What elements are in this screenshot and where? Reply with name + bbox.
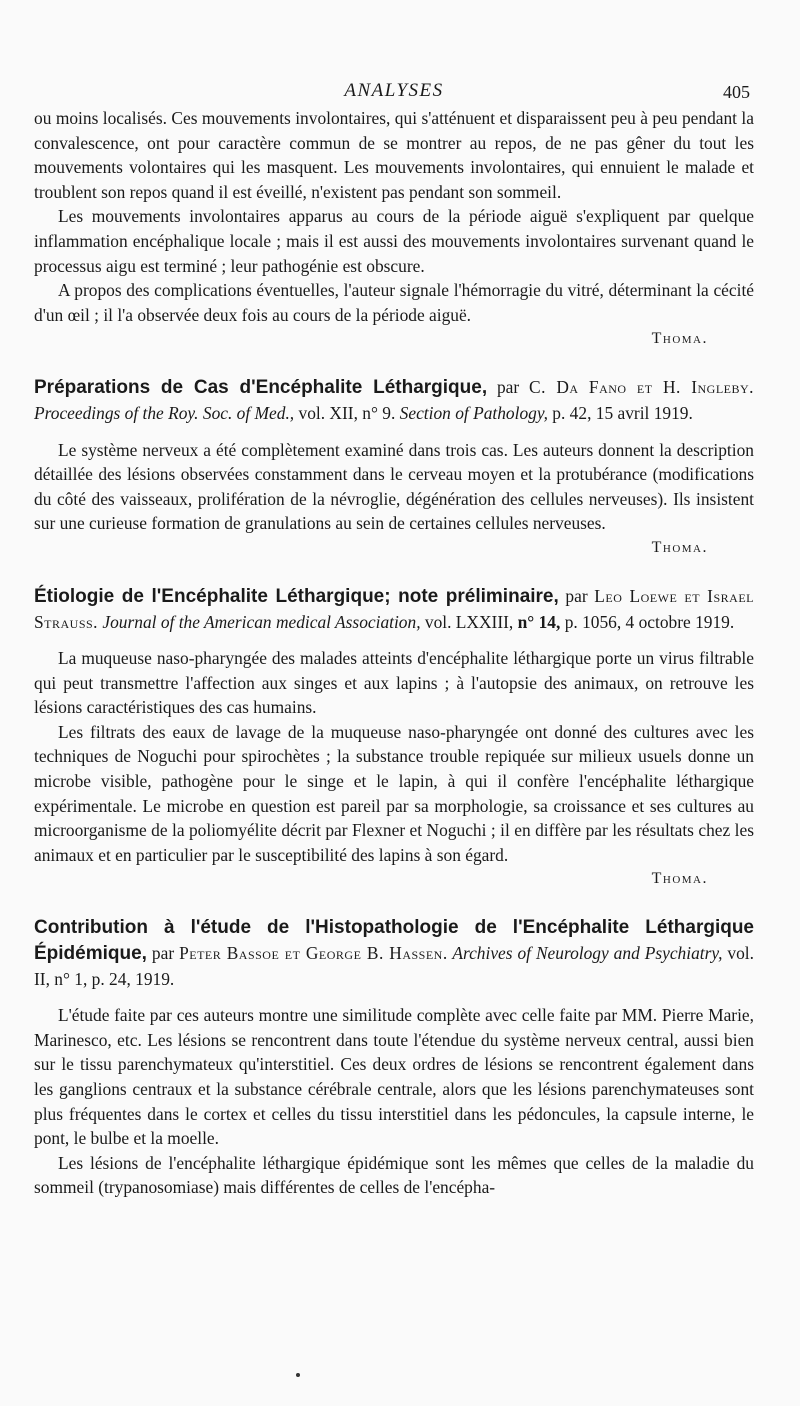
journal-name: Journal of the American medical Association, — [98, 611, 421, 632]
intro-paragraph-1: ou moins localisés. Ces mouvements involontaires, qui s'atténuent et disparaissent peu à peu pendant la convalescence, ont pour caractère commun de se montrer au repos, de ne pas gêner du tout les mouvements volontaires qui les masquent. Les mouvements involontaires, qui ennuient le malade et troublent son repos quand il est éveillé, n'existent pas pendant son sommeil. — [34, 108, 754, 202]
review-paragraph: La muqueuse naso-pharyngée des malades atteints d'encéphalite léthargique porte un virus filtrable qui peut transmettre l'affection aux singes et aux lapins ; à l'autopsie des animaux, on retrouve les lésions caractéristiques des cas humains. — [34, 648, 754, 718]
article-heading: Étiologie de l'Encéphalite Léthargique; note préliminaire, par Leo Loewe et Israel Strauss. Journal of the American medical Association, vol. LXXIII, n° 14, p. 1056, 4 octobre 1919. — [34, 585, 754, 632]
review-paragraph: L'étude faite par ces auteurs montre une similitude complète avec celle faite par MM. Pierre Marie, Marinesco, etc. Les lésions se rencontrent dans toute l'étendue du système nerveux central, aussi bien sur le tissu parenchymateux qu'interstitiel. Ces deux ordres de lésions se rencontrent également dans les ganglions centraux et la substance cérébrale centrale, alors que les lésions parenchymateuses sont plus fréquentes dans le cortex et celles du tissu interstitiel dans les pédoncules, la capsule interne, le pont, le bulbe et la moelle. — [34, 1005, 754, 1149]
article-heading: Préparations de Cas d'Encéphalite Léthargique, par C. Da Fano et H. Ingleby. Proceedings of the Roy. Soc. of Med., vol. XII, n° 9. Section of Pathology, p. 42, 15 avril 1919. — [34, 377, 755, 423]
journal-name: Proceedings of the Roy. Soc. of Med., — [34, 402, 295, 423]
article-authors: Peter Bassoe et George B. Hassen. — [179, 943, 448, 964]
review-paragraph: Les lésions de l'encéphalite léthargique épidémique sont les mêmes que celles de la maladie du sommeil (trypanosomiase) mais différentes de celles de l'encépha- — [34, 1152, 754, 1198]
review-signature: Thoma. — [651, 870, 708, 888]
page-number: 405 — [723, 82, 750, 102]
intro-signature: Thoma. — [651, 330, 708, 348]
intro-block — [34, 106, 754, 351]
review-paragraph: Le système nerveux a été complètement examiné dans trois cas. Les auteurs donnent la description détaillée des lésions observées constamment dans le cerveau moyen et la protubérance (modifications du côté des vaisseaux, prolifération de la névroglie, dégénération des cellules nerveuses). Ils insistent sur une curieuse formation de granulations au sein de certaines cellules nerveuses. — [34, 439, 754, 534]
article-title: Préparations de Cas d'Encéphalite Léthargique, — [34, 377, 488, 399]
article-title: Contribution à l'étude de l'Histopathologie de l'Encéphalite Léthargique Épidémique, — [34, 917, 754, 965]
running-header — [34, 76, 754, 106]
running-title: ANALYSES — [344, 80, 444, 101]
article-authors: C. Da Fano et H. Ingleby. — [529, 377, 755, 398]
article-title: Étiologie de l'Encéphalite Léthargique; note préliminaire, — [34, 585, 559, 607]
article-review-1 — [34, 375, 754, 560]
intro-paragraph-2: Les mouvements involontaires apparus au cours de la période aiguë s'expliquent par quelque inflammation encéphalique locale ; mais il est aussi des mouvements involontaires survenant quand le processus aigu est terminé ; leur pathogénie est obscure. — [34, 206, 754, 276]
article-authors: Leo Loewe et Israel Strauss. — [34, 585, 754, 632]
article-heading: Contribution à l'étude de l'Histopathologie de l'Encéphalite Léthargique Épidémique, par Peter Bassoe et George B. Hassen. Archives of Neurology and Psychiatry, vol. II, n° 1, p. 24, 1919. — [34, 917, 754, 989]
intro-paragraph-3: A propos des complications éventuelles, l'auteur signale l'hémorragie du vitré, déterminant la cécité d'un œil ; il l'a observée deux fois au cours de la période aiguë. — [34, 280, 754, 325]
article-review-2 — [34, 584, 754, 892]
review-paragraph: Les filtrats des eaux de lavage de la muqueuse naso-pharyngée ont donné des cultures avec les techniques de Noguchi pour spirochètes ; la substance trouble repiquée sur milieux usuels donne un microbe visible, pathogène pour le singe et le lapin, à qui il confère l'encéphalite léthargique expérimentale. Le microbe en question est pareil par sa morphologie, sa croissance et ses cultures au microorganisme de la poliomyélite décrit par Flexner et Noguchi ; il en diffère par les résultats chez les animaux et en particulier par le susceptibilité des lapins à son égard. — [34, 721, 754, 865]
review-signature: Thoma. — [651, 538, 708, 556]
footer-dot — [296, 1373, 300, 1377]
page — [34, 76, 754, 1200]
journal-name: Archives of Neurology and Psychiatry, — [447, 943, 723, 964]
article-review-3 — [34, 915, 754, 1200]
